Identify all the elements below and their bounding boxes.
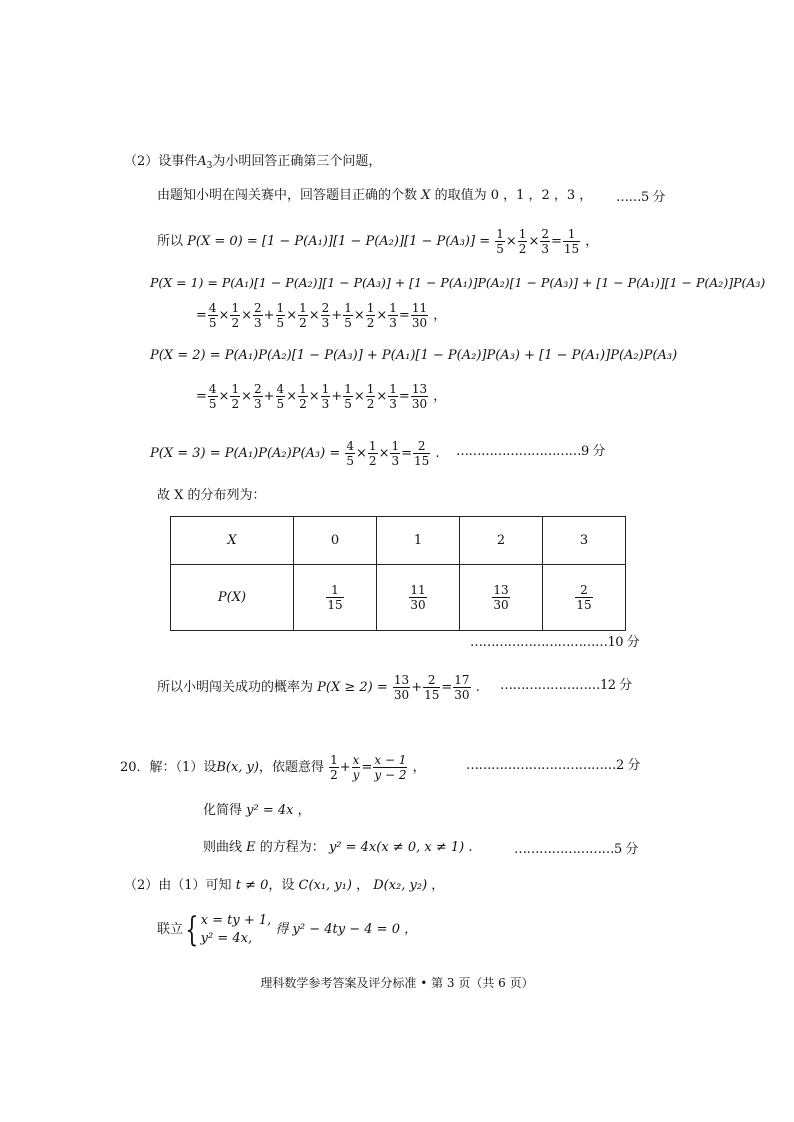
score-9: …………………………9 分 (456, 444, 605, 459)
part2b-line: （2）由（1）可知 t ≠ 0，设 C(x₁, y₁) ， D(x₂, y₂) ， (124, 878, 445, 893)
curve-prefix: 则曲线 (203, 840, 243, 855)
part2b-prefix: （2）由（1）可知 (124, 878, 232, 893)
values-line (157, 186, 592, 206)
event-subscript: 3 (206, 161, 213, 171)
score-5-first: ……5 分 (616, 190, 665, 205)
random-variable: X (421, 188, 431, 203)
px0-expression: P(X = 0) = [1 − P(A₁)][1 − P(A₂)][1 − P(A₃)] = (187, 234, 491, 249)
values-text: 由题知小明在闯关赛中，回答题目正确的个数 (157, 188, 418, 203)
t-condition: t ≠ 0 (235, 878, 269, 893)
part2-header-text: （2）设事件 (124, 154, 198, 169)
q20-line: 20．解：（1）设B(x, y)，依题意得 $\frac{1}{2}$ + $\frac{x}{y}$ = $\frac{x - 1}{y - 2}$ ， (120, 753, 426, 782)
table-header-row (171, 517, 626, 565)
part2-header (124, 152, 381, 176)
score-2: ………………………………2 分 (466, 758, 640, 773)
score-5-second: ……………………5 分 (514, 842, 638, 857)
px1-calc: = $\frac{4}{5}$ × $\frac{1}{2}$ × $\frac{2}{3}$ + $\frac{1}{5}$ × $\frac{1}{2}$ × $\frac{2}{3}$ + $\frac{1}{5}$ × $\frac{1}{2}$ × $\frac{1}{3}$ = $\frac{11}{30}$ ， (196, 301, 447, 330)
point-d: D(x₂, y₂) (373, 878, 428, 893)
score-12: ……………………12 分 (500, 678, 632, 693)
part2b-mid: ，设 (268, 878, 295, 893)
point-c: C(x₁, y₁) (298, 878, 352, 893)
simplify-expression: y² = 4x (246, 803, 294, 818)
table-cell: 1 (377, 517, 460, 565)
table-cell: $\frac{1}{15}$ (294, 565, 377, 631)
distribution-intro: 故 X 的分布列为： (157, 488, 266, 503)
event-symbol: A (197, 154, 207, 169)
table-cell: P(X) (171, 565, 294, 631)
curve-line: 则曲线 E 的方程为： y² = 4x(x ≠ 0, x ≠ 1) . (203, 840, 473, 855)
table-cell: 0 (294, 517, 377, 565)
success-line: 所以小明闯关成功的概率为 P(X ≥ 2) = $\frac{13}{30}$ + $\frac{2}{15}$ = $\frac{17}{30}$ . (157, 673, 480, 702)
page-footer: 理科数学参考答案及评分标准 • 第 3 页（共 6 页） (260, 976, 534, 990)
table-cell: $\frac{11}{30}$ (377, 565, 460, 631)
success-expression: P(X ≥ 2) = (317, 680, 388, 695)
fraction: $\frac{2}{3}$ (541, 227, 549, 256)
curve-mid: 的方程为： (259, 840, 325, 855)
score-10: ……………………………10 分 (470, 635, 640, 650)
px0-prefix: 所以 (157, 234, 184, 249)
equation-system (201, 912, 272, 948)
table-cell: $\frac{13}{30}$ (460, 565, 543, 631)
table-cell: 3 (543, 517, 626, 565)
curve-expression: y² = 4x(x ≠ 0, x ≠ 1) (328, 840, 465, 855)
equation-2: y² = 4x, (200, 931, 253, 946)
fraction: $\frac{1}{2}$ (518, 227, 527, 256)
table-cell: 2 (460, 517, 543, 565)
q20-mid: ，依题意得 (258, 760, 324, 775)
px2-line (150, 346, 677, 366)
px0-line: 所以 P(X = 0) = [1 − P(A₁)][1 − P(A₂)][1 − P(A₃)] = $\frac{1}{5}$ × $\frac{1}{2}$ × $\frac{2}{3}$ = $\frac{1}{15}$ ， (157, 227, 599, 256)
px2-calc: = $\frac{4}{5}$ × $\frac{1}{2}$ × $\frac{2}{3}$ + $\frac{4}{5}$ × $\frac{1}{2}$ × $\frac{1}{3}$ + $\frac{1}{5}$ × $\frac{1}{2}$ × $\frac{1}{3}$ = $\frac{13}{30}$ ， (196, 382, 447, 411)
px3-line: P(X = 3) = P(A₁)P(A₂)P(A₃) = $\frac{4}{5}$ × $\frac{1}{2}$ × $\frac{1}{3}$ = $\frac{2}{15}$ . (150, 439, 440, 468)
brace-symbol: { (185, 910, 199, 950)
combine-line (157, 912, 417, 948)
values-tail: 的取值为 0 ，1 ，2 ，3 ， (434, 188, 593, 203)
part2-header-tail: 为小明回答正确第三个问题， (212, 154, 382, 169)
fraction: $\frac{1}{5}$ (496, 227, 504, 256)
fraction: $\frac{1}{15}$ (563, 227, 580, 256)
simplify-line: 化简得 y² = 4x ， (203, 803, 311, 818)
success-prefix: 所以小明闯关成功的概率为 (157, 680, 314, 695)
table-row (171, 565, 626, 631)
combine-result: 得 y² − 4ty − 4 = 0 ， (275, 922, 418, 937)
px3-expression: P(X = 3) = P(A₁)P(A₂)P(A₃) = (150, 446, 341, 461)
equation-1: x = ty + 1, (200, 913, 272, 928)
simplify-prefix: 化简得 (203, 803, 243, 818)
distribution-table (170, 516, 626, 631)
px2-expression: P(X = 2) = P(A₁)P(A₂)[1 − P(A₃)] + P(A₁)[1 − P(A₂)]P(A₃) + [1 − P(A₁)]P(A₂)P(A₃) (150, 348, 678, 363)
table-cell: X (171, 517, 294, 565)
px1-line (150, 273, 765, 293)
point-b: B(x, y) (216, 760, 259, 775)
q20-prefix: 20．解：（1）设 (120, 760, 217, 775)
curve-e: E (246, 840, 256, 855)
px1-expression: P(X = 1) = P(A₁)[1 − P(A₂)][1 − P(A₃)] + [1 − P(A₁)]P(A₂)[1 − P(A₃)] + [1 − P(A₁)][1 − P(A₂)]P(A₃) (150, 275, 766, 290)
table-cell: $\frac{2}{15}$ (543, 565, 626, 631)
combine-prefix: 联立 (157, 922, 184, 937)
